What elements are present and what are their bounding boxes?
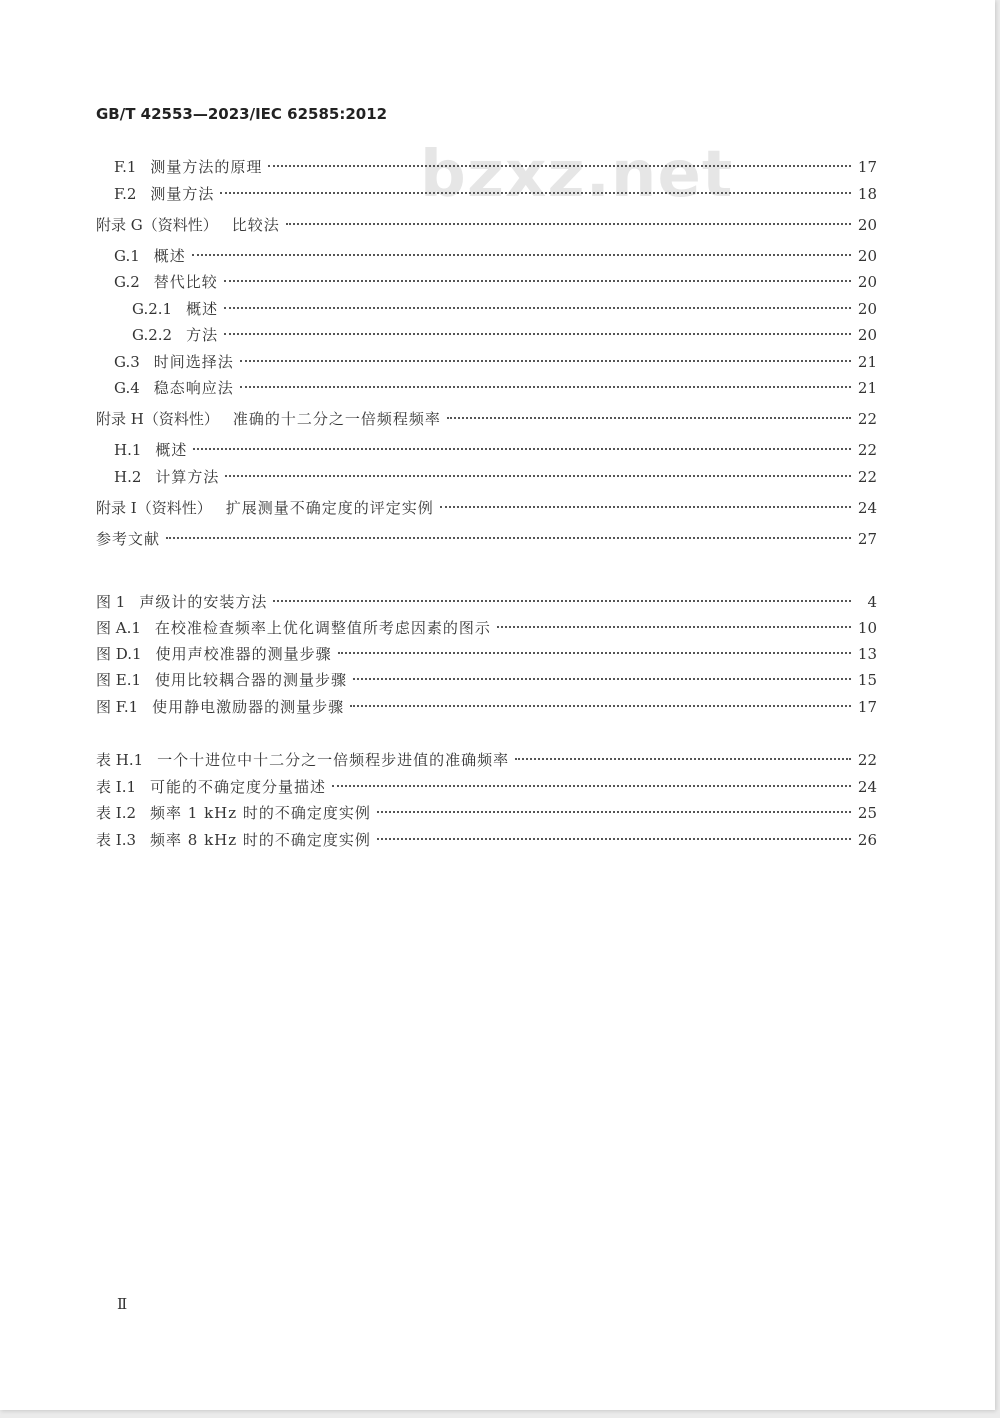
page-number: Ⅱ (117, 1295, 128, 1313)
dot-leader (377, 825, 851, 845)
toc-entry-page: 24 (857, 499, 877, 517)
toc-entry-page: 22 (857, 410, 877, 428)
toc-entry-tabi3[interactable] (96, 825, 877, 849)
toc-entry-title: 比较法 (231, 216, 280, 234)
toc-entry-page: 22 (857, 751, 877, 769)
toc-entry-number: 图 A.1 (96, 619, 141, 637)
toc-entry-h2[interactable] (96, 462, 877, 486)
toc-entry-number: 表 I.2 (96, 804, 137, 822)
toc-entry-number: G.1 (114, 247, 140, 265)
toc-entry-page: 22 (857, 441, 877, 459)
dot-leader (515, 745, 851, 765)
toc-entry-h1[interactable] (96, 435, 877, 459)
toc-entry-number: 图 D.1 (96, 645, 142, 663)
toc-entry-title: 准确的十二分之一倍频程频率 (232, 410, 441, 428)
watermark: bzxz.net (420, 138, 734, 212)
toc-entry-title: 一个十进位中十二分之一倍频程步进值的准确频率 (157, 751, 510, 769)
toc-entry-page: 22 (857, 468, 877, 486)
toc-entry-title: 频率 8 kHz 时的不确定度实例 (150, 831, 371, 849)
toc-entry-number: 表 I.3 (96, 831, 137, 849)
toc-entry-figf1[interactable] (96, 692, 877, 716)
toc-entry-page: 20 (857, 300, 877, 318)
dot-leader (240, 347, 851, 367)
toc-entry-title: 计算方法 (155, 468, 220, 486)
toc-entry-page: 26 (857, 831, 877, 849)
toc-entry-number: G.4 (114, 379, 140, 397)
toc-entry-g2[interactable] (96, 267, 877, 291)
toc-entry-number: G.2 (114, 273, 140, 291)
toc-entry-title: 可能的不确定度分量描述 (150, 778, 327, 796)
toc-entry-title: 参考文献 (96, 530, 161, 548)
toc-entry-title: 时间选择法 (153, 353, 234, 371)
toc-entry-title: 使用静电激励器的测量步骤 (152, 698, 345, 716)
toc-entry-page: 27 (857, 530, 877, 548)
toc-entry-f1[interactable] (96, 152, 877, 176)
dot-leader (225, 462, 851, 482)
toc-entry-fige1[interactable] (96, 665, 877, 689)
dot-leader (166, 524, 851, 544)
toc-entry-page: 20 (857, 216, 877, 234)
toc-entry-g1[interactable] (96, 241, 877, 265)
toc-entry-title: 频率 1 kHz 时的不确定度实例 (150, 804, 371, 822)
toc-entry-number: 表 I.1 (96, 778, 137, 796)
toc-entry-page: 25 (857, 804, 877, 822)
dot-leader (192, 241, 851, 261)
toc-entry-title: 测量方法 (150, 185, 215, 203)
toc-entry-page: 18 (857, 185, 877, 203)
standard-number: GB/T 42553—2023/IEC 62585:2012 (96, 105, 388, 123)
toc-entry-page: 20 (857, 273, 877, 291)
toc-entry-number: 附录 H（资料性） (96, 410, 219, 428)
toc-entry-g4[interactable] (96, 373, 877, 397)
toc-entry-page: 20 (857, 247, 877, 265)
toc-entry-page: 10 (857, 619, 877, 637)
toc-entry-number: H.1 (114, 441, 142, 459)
toc-entry-title: 概述 (153, 247, 186, 265)
toc-entry-title: 方法 (186, 326, 219, 344)
toc-entry-number: 表 H.1 (96, 751, 144, 769)
dot-leader (193, 435, 851, 455)
dot-leader (220, 179, 851, 199)
dot-leader (240, 373, 851, 393)
toc-entry-number: F.1 (114, 158, 137, 176)
toc-entry-title: 稳态响应法 (153, 379, 234, 397)
toc-entry-number: 图 1 (96, 593, 126, 611)
toc-entry-page: 17 (857, 698, 877, 716)
toc-entry-apph[interactable] (96, 404, 877, 428)
toc-entry-number: 图 E.1 (96, 671, 142, 689)
dot-leader (440, 493, 851, 513)
toc-entry-number: H.2 (114, 468, 142, 486)
toc-entry-page: 24 (857, 778, 877, 796)
toc-entry-page: 21 (857, 379, 877, 397)
toc-entry-figd1[interactable] (96, 639, 877, 663)
toc-entry-title: 声级计的安装方法 (139, 593, 268, 611)
toc-entry-page: 17 (857, 158, 877, 176)
toc-entry-page: 13 (857, 645, 877, 663)
toc-entry-tabi2[interactable] (96, 798, 877, 822)
toc-entry-number: 附录 I（资料性） (96, 499, 212, 517)
toc-entry-title: 测量方法的原理 (150, 158, 263, 176)
toc-entry-refs[interactable] (96, 524, 877, 548)
toc-entry-number: G.2.1 (132, 300, 173, 318)
toc-entry-fig1[interactable] (96, 587, 877, 611)
toc-entry-f2[interactable] (96, 179, 877, 203)
toc-entry-title: 替代比较 (153, 273, 218, 291)
toc-entry-page: 4 (867, 593, 877, 611)
dot-leader (353, 665, 851, 685)
toc-entry-appg[interactable] (96, 210, 877, 234)
dot-leader (350, 692, 851, 712)
toc-entry-g3[interactable] (96, 347, 877, 371)
dot-leader (497, 613, 851, 633)
toc-entry-figa1[interactable] (96, 613, 877, 637)
dot-leader (447, 404, 851, 424)
toc-entry-tabh1[interactable] (96, 745, 877, 769)
dot-leader (224, 267, 851, 287)
toc-entry-number: G.2.2 (132, 326, 173, 344)
toc-entry-title: 扩展测量不确定度的评定实例 (225, 499, 434, 517)
toc-entry-page: 15 (857, 671, 877, 689)
page-header (96, 105, 387, 123)
toc-entry-page: 20 (857, 326, 877, 344)
dot-leader (268, 152, 851, 172)
toc-entry-appi[interactable] (96, 493, 877, 517)
toc-entry-g22[interactable] (96, 320, 877, 344)
toc-entry-tabi1[interactable] (96, 772, 877, 796)
dot-leader (332, 772, 851, 792)
dot-leader (224, 294, 851, 314)
toc-entry-title: 概述 (155, 441, 188, 459)
dot-leader (273, 587, 851, 607)
toc-entry-number: 图 F.1 (96, 698, 139, 716)
toc-entry-title: 使用比较耦合器的测量步骤 (155, 671, 348, 689)
dot-leader (338, 639, 851, 659)
toc-entry-title: 概述 (186, 300, 219, 318)
dot-leader (377, 798, 851, 818)
toc-entry-number: G.3 (114, 353, 140, 371)
dot-leader (224, 320, 851, 340)
dot-leader (286, 210, 851, 230)
toc-entry-number: F.2 (114, 185, 137, 203)
toc-entry-page: 21 (857, 353, 877, 371)
toc-entry-title: 使用声校准器的测量步骤 (155, 645, 332, 663)
toc-entry-g21[interactable] (96, 294, 877, 318)
toc-entry-number: 附录 G（资料性） (96, 216, 218, 234)
toc-entry-title: 在校准检查频率上优化调整值所考虑因素的图示 (154, 619, 491, 637)
